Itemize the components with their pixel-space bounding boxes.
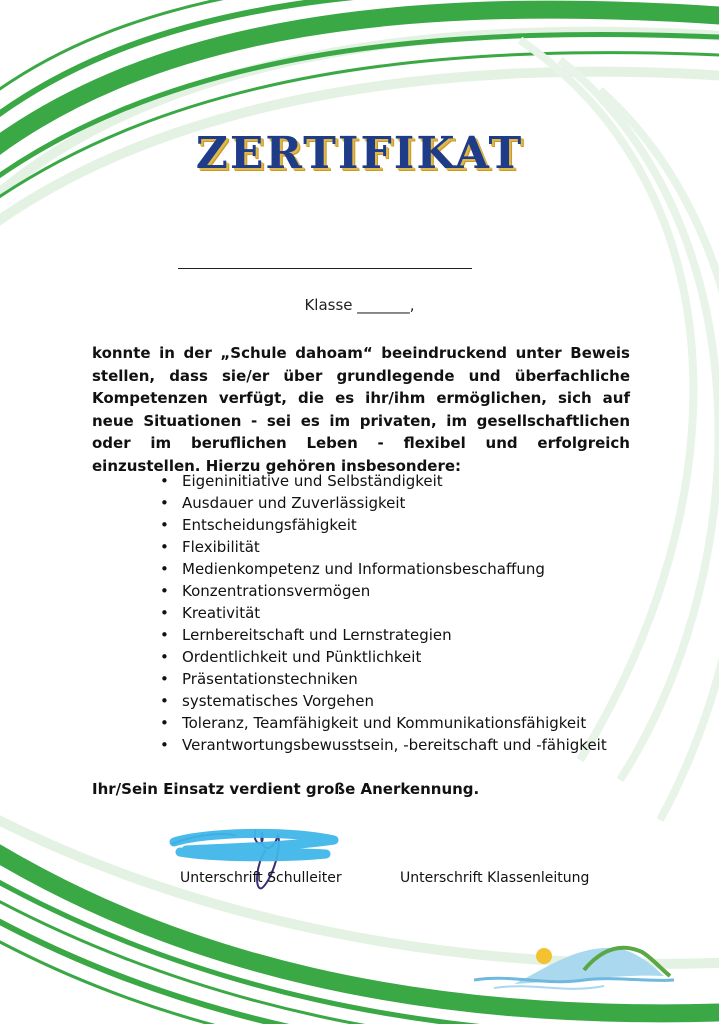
signature-redaction-scribble <box>174 833 334 856</box>
bullet-icon: • <box>160 494 169 512</box>
bullet-icon: • <box>160 560 169 578</box>
bullet-icon: • <box>160 692 169 710</box>
class-blank-label: Klasse _______, <box>304 296 415 314</box>
bullet-icon: • <box>160 472 169 490</box>
skill-label: Medienkompetenz und Informationsbeschaffung <box>182 560 545 578</box>
bullet-icon: • <box>160 582 169 600</box>
certificate-title: ZERTIFIKAT <box>195 128 524 179</box>
skill-item <box>160 514 607 536</box>
teacher-signature-label: Unterschrift Klassenleitung <box>400 870 590 886</box>
bullet-icon: • <box>160 538 169 556</box>
skill-label: Ausdauer und Zuverlässigkeit <box>182 494 406 512</box>
skill-item <box>160 624 607 646</box>
skill-item <box>160 668 607 690</box>
skill-label: Lernbereitschaft und Lernstrategien <box>182 626 452 644</box>
name-blank-line <box>178 268 472 269</box>
wave-line-2 <box>494 986 604 989</box>
bullet-icon: • <box>160 714 169 732</box>
bullet-icon: • <box>160 648 169 666</box>
landscape-logo <box>474 940 674 1000</box>
skill-item <box>160 492 607 514</box>
skill-item <box>160 712 607 734</box>
skill-label: systematisches Vorgehen <box>182 692 375 710</box>
skill-label: Toleranz, Teamfähigkeit und Kommunikationsfähigkeit <box>182 714 587 732</box>
skill-label: Eigeninitiative und Selbständigkeit <box>182 472 443 490</box>
skill-label: Konzentrationsvermögen <box>182 582 371 600</box>
bullet-icon: • <box>160 516 169 534</box>
skill-item <box>160 734 607 756</box>
skill-item <box>160 690 607 712</box>
skill-item <box>160 558 607 580</box>
bullet-icon: • <box>160 670 169 688</box>
bullet-icon: • <box>160 626 169 644</box>
skill-item <box>160 646 607 668</box>
skill-item <box>160 470 607 492</box>
skill-item <box>160 580 607 602</box>
sun-icon <box>536 948 552 964</box>
skill-label: Präsentationstechniken <box>182 670 358 688</box>
skill-label: Flexibilität <box>182 538 260 556</box>
skill-label: Ordentlichkeit und Pünktlichkeit <box>182 648 422 666</box>
bullet-icon: • <box>160 736 169 754</box>
skill-label: Kreativität <box>182 604 261 622</box>
skills-list <box>160 470 607 756</box>
closing-statement: Ihr/Sein Einsatz verdient große Anerkennung. <box>92 780 480 798</box>
certificate-body-text: konnte in der „Schule dahoam“ beeindruckend unter Beweis stellen, dass sie/er über grundlegende und überfachliche Kompetenzen verfügt, die es ihr/ihm ermöglichen, sich auf neue Situationen - sei es im privaten, im gesellschaftlichen oder im beruflichen Leben - flexibel und erfolgreich einzustellen. Hierzu gehören insbesondere: <box>92 344 630 475</box>
skill-item <box>160 536 607 558</box>
skill-label: Entscheidungsfähigkeit <box>182 516 357 534</box>
skill-label: Verantwortungsbewusstsein, -bereitschaft und -fähigkeit <box>182 736 607 754</box>
skill-item <box>160 602 607 624</box>
principal-signature-label: Unterschrift Schulleiter <box>180 870 342 886</box>
bullet-icon: • <box>160 604 169 622</box>
